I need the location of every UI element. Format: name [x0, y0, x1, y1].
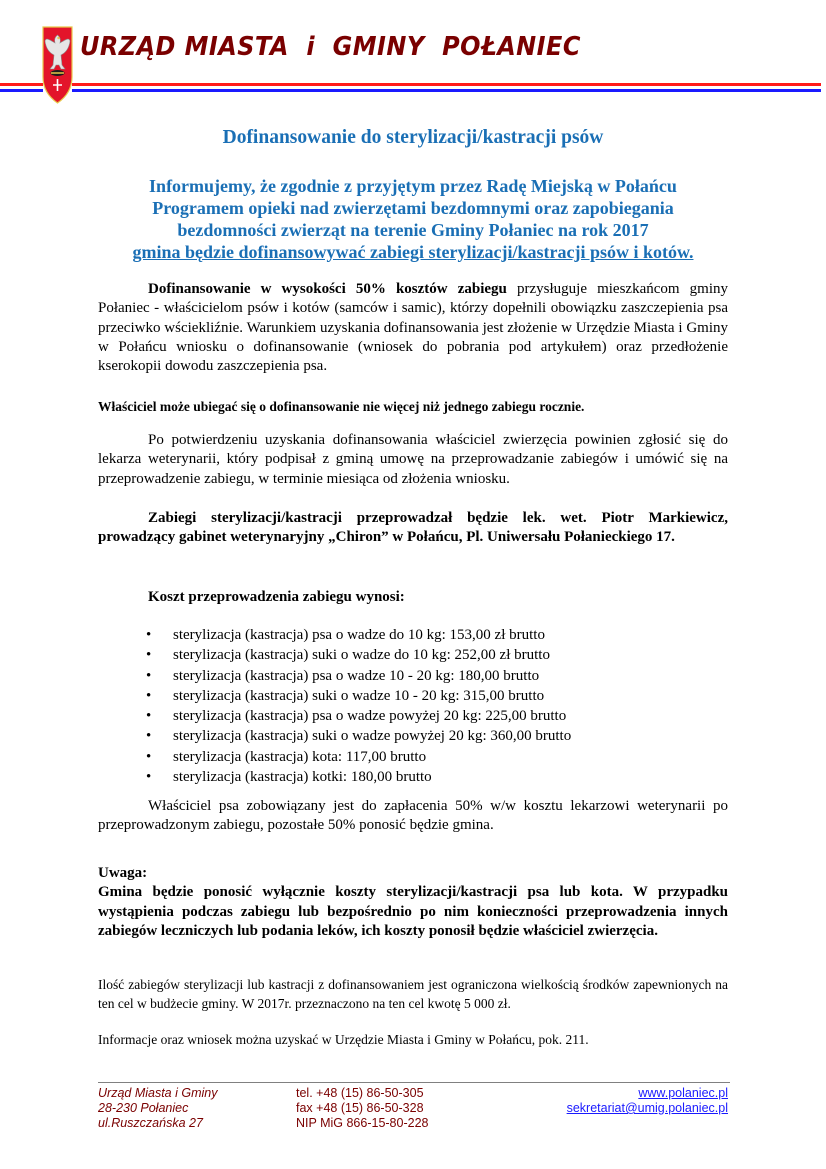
footer-contact	[296, 1086, 428, 1131]
price-list-item	[146, 706, 571, 726]
email-link[interactable]: sekretariat@umig.polaniec.pl	[566, 1101, 728, 1115]
bullet-icon: •	[146, 748, 152, 765]
price-list-item	[146, 726, 572, 746]
price-text: sterylizacja (kastracja) kota: 117,00 brutto	[173, 748, 427, 765]
note-section	[98, 864, 728, 941]
header-blue-line	[72, 89, 821, 92]
price-text: sterylizacja (kastracja) psa o wadze powyżej 20 kg: 225,00 brutto	[173, 708, 567, 725]
footer-nip: NIP MiG 866-15-80-228	[296, 1116, 429, 1130]
footer-links	[567, 1086, 728, 1116]
price-text: sterylizacja (kastracja) kotki: 180,00 brutto	[173, 769, 432, 786]
footer-address	[98, 1086, 217, 1131]
paragraph-limit: Właściciel może ubiegać się o dofinansowanie nie więcej niż jednego zabiegu rocznie.	[98, 399, 585, 414]
intro-underlined-line: gmina będzie dofinansowywać zabiegi sterylizacji/kastracji psów i kotów.	[132, 242, 694, 262]
price-list-item	[146, 645, 571, 665]
price-list-heading: Koszt przeprowadzenia zabiegu wynosi:	[148, 589, 405, 605]
price-list-item	[146, 625, 571, 645]
intro-line: Informujemy, że zgodnie z przyjętym przez Radę Miejską w Połańcu	[149, 176, 677, 196]
price-text: sterylizacja (kastracja) psa o wadze 10 - 20 kg: 180,00 brutto	[173, 667, 540, 684]
paragraph-budget: Ilość zabiegów sterylizacji lub kastracji z dofinansowaniem jest ograniczona wielkością środków zapewnionych na ten cel w budżecie gminy. W 2017r. przeznaczono na ten cel kwotę 5 000 zł.	[98, 977, 728, 1011]
price-text: sterylizacja (kastracja) suki o wadze do 10 kg: 252,00 zł brutto	[173, 647, 550, 664]
footer-phone: tel. +48 (15) 86-50-305	[296, 1086, 424, 1100]
bullet-icon: •	[146, 728, 152, 745]
bullet-icon: •	[146, 667, 152, 684]
coat-of-arms-eagle-icon	[42, 25, 73, 105]
bullet-icon: •	[146, 687, 152, 704]
price-list-item	[146, 686, 571, 706]
eligibility-text: przysługuje mieszkańcom gminy Połaniec - właścicielom psów i kotów (samców i samic), którzy dopełnili obowiązku zaszczepienia psa przeciwko wściekliźnie. Warunkiem uzyskania dofinansowania jest złożenie w Urzędzie Miasta i Gminy w Połańcu wniosku o dofinansowanie (wniosek do pobrania pod artykułem) oraz przedłożenie kserokopii dowodu zaszczepienia psa.	[98, 281, 728, 375]
header-blue-line-left	[0, 89, 43, 92]
footer-address-line: Urząd Miasta i Gminy	[98, 1086, 218, 1100]
paragraph-eligibility	[98, 280, 728, 376]
footer-fax: fax +48 (15) 86-50-328	[296, 1101, 424, 1115]
footer-address-line: ul.Ruszczańska 27	[98, 1116, 203, 1130]
price-text: sterylizacja (kastracja) psa o wadze do 10 kg: 153,00 zł brutto	[173, 627, 545, 643]
price-list-item	[146, 747, 571, 767]
bullet-icon: •	[146, 769, 152, 786]
document-title: Dofinansowanie do sterylizacji/kastracji psów	[222, 127, 604, 148]
price-list-item	[146, 767, 571, 787]
footer-divider	[98, 1082, 730, 1083]
paragraph-veterinarian: Zabiegi sterylizacji/kastracji przeprowadzał będzie lek. wet. Piotr Markiewicz, prowadzący gabinet weterynaryjny „Chiron” w Połańcu, Pl. Uniwersału Połanieckiego 17.	[98, 510, 728, 546]
note-label: Uwaga:	[98, 865, 148, 881]
intro-line: Programem opieki nad zwierzętami bezdomnymi oraz zapobiegania	[152, 198, 674, 218]
paragraph-procedure: Po potwierdzeniu uzyskania dofinansowania właściciel zwierzęcia powinien zgłosić się do lekarza weterynarii, który podpisał z gminą umowę na przeprowadzanie zabiegów i umówić się na przeprowadzenie zabiegu, w terminie miesiąca od złożenia wniosku.	[98, 432, 728, 487]
paragraph-payment: Właściciel psa zobowiązany jest do zapłacenia 50% w/w kosztu lekarzowi weterynarii po przeprowadzonym zabiegu, pozostałe 50% ponosić będzie gmina.	[98, 798, 728, 834]
eligibility-bold-lead: Dofinansowanie w wysokości 50% kosztów zabiegu	[148, 281, 507, 297]
organization-title: URZĄD MIASTA i GMINY POŁANIEC	[80, 32, 581, 62]
footer-address-line: 28-230 Połaniec	[98, 1101, 189, 1115]
price-text: sterylizacja (kastracja) suki o wadze 10 - 20 kg: 315,00 brutto	[173, 687, 545, 704]
paragraph-information: Informacje oraz wniosek można uzyskać w Urzędzie Miasta i Gminy w Połańcu, pok. 211.	[98, 1032, 589, 1047]
note-text: Gmina będzie ponosić wyłącznie koszty sterylizacji/kastracji psa lub kota. W przypadku wystąpienia podczas zabiegu lub bezpośrednio po nim konieczności przeprowadzenia innych zabiegów leczniczych lub podania leków, ich koszty ponosił będzie właściciel zwierzęcia.	[98, 884, 728, 939]
header-red-line	[72, 83, 821, 86]
bullet-icon: •	[146, 647, 152, 664]
price-list-item	[146, 666, 571, 686]
bullet-icon: •	[146, 627, 152, 643]
price-text: sterylizacja (kastracja) suki o wadze powyżej 20 kg: 360,00 brutto	[173, 728, 572, 745]
header-red-line-left	[0, 83, 43, 86]
price-list	[146, 625, 572, 787]
intro-announcement	[90, 175, 736, 263]
intro-line: bezdomności zwierząt na terenie Gminy Połaniec na rok 2017	[177, 220, 649, 240]
bullet-icon: •	[146, 708, 152, 725]
website-link[interactable]: www.polaniec.pl	[638, 1086, 728, 1100]
